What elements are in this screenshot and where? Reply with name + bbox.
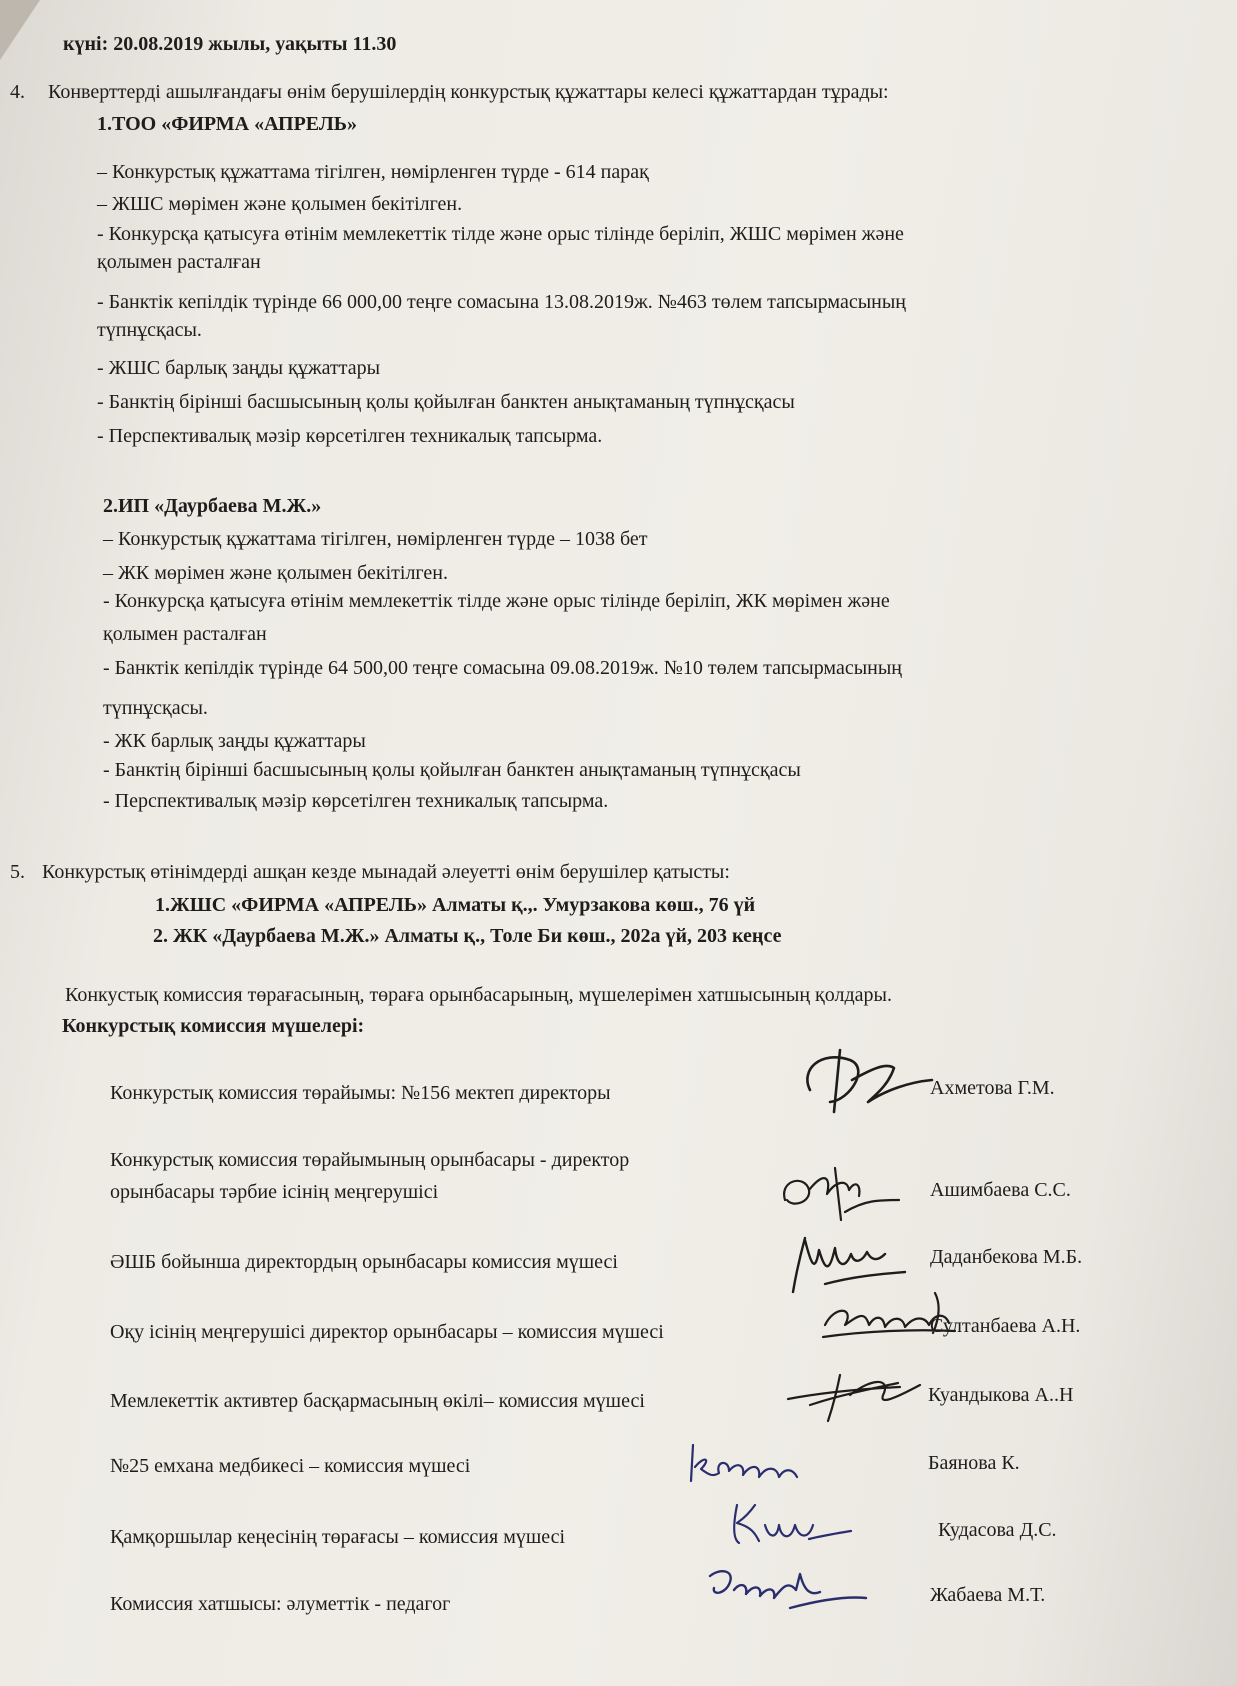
date-line: күні: 20.08.2019 жылы, уақыты 11.30	[63, 33, 397, 55]
signature-kuandykova	[780, 1365, 930, 1425]
supplier-2-item: қолымен расталған	[103, 623, 267, 645]
member-name: Кудасова Д.С.	[938, 1519, 1057, 1541]
supplier-2-name: 2.ИП «Даурбаева М.Ж.»	[103, 495, 322, 517]
participant-2: 2. ЖК «Даурбаева М.Ж.» Алматы қ., Толе Би көш., 202а үй, 203 кеңсе	[153, 925, 782, 947]
supplier-2-item: - ЖК барлық заңды құжаттары	[103, 730, 366, 752]
signature-ashimbaeva	[775, 1160, 905, 1230]
supplier-2-item: – ЖК мөрімен және қолымен бекітілген.	[103, 562, 448, 584]
member-role: Конкурстық комиссия төрайымы: №156 мектеп директоры	[110, 1082, 611, 1104]
supplier-1-item: - Банктік кепілдік түрінде 66 000,00 теңге сомасына 13.08.2019ж. №463 төлем тапсырмасының	[97, 291, 906, 313]
member-role: Комиссия хатшысы: әлуметтік - педагог	[110, 1593, 451, 1615]
supplier-1-item: - Перспективалық мәзір көрсетілген техникалық тапсырма.	[97, 425, 603, 447]
member-name: Куандыкова А..Н	[928, 1384, 1074, 1406]
commission-heading: Конкурстық комиссия мүшелері:	[62, 1015, 365, 1037]
member-role: Оқу ісінің меңгерушісі директор орынбасары – комиссия мүшесі	[110, 1321, 664, 1343]
supplier-1-item: түпнұсқасы.	[97, 319, 202, 341]
member-role: №25 емхана медбикесі – комиссия мүшесі	[110, 1455, 471, 1477]
signature-sultanbaeva	[815, 1285, 965, 1355]
signature-ahmetova	[790, 1040, 940, 1120]
supplier-2-item: - Банктің бірінші басшысының қолы қойылған банктен анықтаманың түпнұсқасы	[103, 759, 801, 781]
member-name: Султанбаева А.Н.	[930, 1315, 1081, 1337]
section-5-number: 5.	[10, 861, 25, 883]
member-name: Баянова К.	[928, 1452, 1020, 1474]
supplier-2-item: – Конкурстық құжаттама тігілген, нөмірленген түрде – 1038 бет	[103, 528, 648, 550]
signature-zhabaeva	[700, 1560, 870, 1620]
participant-1: 1.ЖШС «ФИРМА «АПРЕЛЬ» Алматы қ.,. Умурзакова көш., 76 үй	[155, 894, 756, 916]
supplier-2-item: - Перспективалық мәзір көрсетілген техникалық тапсырма.	[103, 790, 609, 812]
member-name: Жабаева М.Т.	[930, 1584, 1046, 1606]
member-name: Ашимбаева С.С.	[930, 1179, 1071, 1201]
section-5-title: Конкурстық өтінімдерді ашқан кезде мынадай әлеуетті өнім берушілер қатысты:	[42, 861, 730, 883]
member-role: Конкурстық комиссия төрайымының орынбасары - директор	[110, 1149, 630, 1171]
section-4-title: Конверттерді ашылғандағы өнім берушілердің конкурстық құжаттары келесі құжаттардан тұрады:	[48, 81, 889, 103]
supplier-1-item: - Банктің бірінші басшысының қолы қойылған банктен анықтаманың түпнұсқасы	[97, 391, 795, 413]
supplier-1-item: – ЖШС мөрімен және қолымен бекітілген.	[97, 193, 463, 215]
page-corner-shadow	[0, 0, 40, 60]
section-4-number: 4.	[10, 81, 25, 103]
supplier-2-item: түпнұсқасы.	[103, 697, 208, 719]
supplier-1-item: - Конкурсқа қатысуға өтінім мемлекеттік тілде және орыс тілінде беріліп, ЖШС мөрімен және	[97, 223, 904, 245]
member-role: Қамқоршылар кеңесінің төрағасы – комиссия мүшесі	[110, 1526, 566, 1548]
supplier-2-item: - Банктік кепілдік түрінде 64 500,00 теңге сомасына 09.08.2019ж. №10 төлем тапсырмасының	[103, 657, 902, 679]
member-name: Ахметова Г.М.	[930, 1077, 1055, 1099]
supplier-1-item: қолымен расталған	[97, 251, 261, 273]
supplier-2-item: - Конкурсқа қатысуға өтінім мемлекеттік тілде және орыс тілінде беріліп, ЖК мөрімен және	[103, 590, 890, 612]
supplier-1-item: – Конкурстық құжаттама тігілген, нөмірленген түрде - 614 парақ	[97, 161, 649, 183]
signature-kudasova	[725, 1495, 855, 1555]
member-role: Мемлекеттік активтер басқармасының өкілі– комиссия мүшесі	[110, 1390, 645, 1412]
member-name: Даданбекова М.Б.	[930, 1246, 1083, 1268]
member-role: ӘШБ бойынша директордың орынбасары комиссия мүшесі	[110, 1251, 618, 1273]
signature-bayanova	[685, 1435, 805, 1495]
member-role: орынбасары тәрбие ісінің меңгерушісі	[110, 1181, 439, 1203]
supplier-1-name: 1.ТОО «ФИРМА «АПРЕЛЬ»	[97, 113, 357, 135]
supplier-1-item: - ЖШС барлық заңды құжаттары	[97, 357, 381, 379]
signatures-intro: Конкустық комиссия төрағасының, төраға орынбасарының, мүшелерімен хатшысының қолдары.	[65, 984, 892, 1006]
